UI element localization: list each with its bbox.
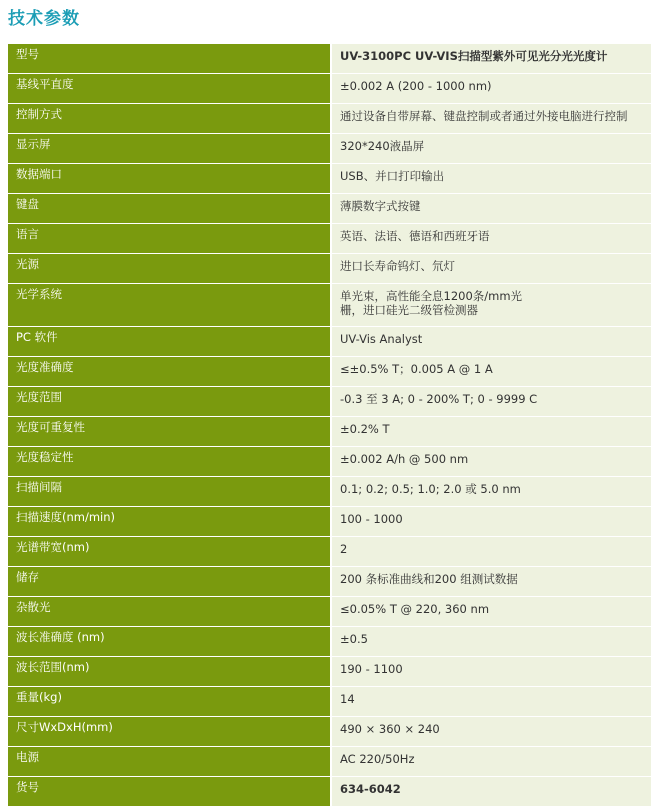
- table-row: [8, 717, 651, 747]
- spec-value: USB、并口打印输出: [331, 164, 651, 194]
- table-row: [8, 537, 651, 567]
- spec-value: AC 220/50Hz: [331, 747, 651, 777]
- table-row: [8, 687, 651, 717]
- spec-value: 190 - 1100: [331, 657, 651, 687]
- spec-value: 200 条标准曲线和200 组测试数据: [331, 567, 651, 597]
- table-row: [8, 44, 651, 74]
- spec-value: 单光束，高性能全息1200条/mm光栅，进口硅光二级管检测器: [331, 284, 651, 327]
- spec-key: 光学系统: [8, 284, 331, 327]
- spec-value: ±0.002 A/h @ 500 nm: [331, 447, 651, 477]
- spec-key: 光度准确度: [8, 357, 331, 387]
- spec-table: [8, 44, 651, 807]
- table-row: [8, 254, 651, 284]
- spec-value: 490 × 360 × 240: [331, 717, 651, 747]
- spec-value: -0.3 至 3 A; 0 - 200% T; 0 - 9999 C: [331, 387, 651, 417]
- spec-value: UV-Vis Analyst: [331, 327, 651, 357]
- spec-table-body: [8, 44, 651, 807]
- spec-key: 基线平直度: [8, 74, 331, 104]
- spec-value: 14: [331, 687, 651, 717]
- table-row: [8, 74, 651, 104]
- table-row: [8, 357, 651, 387]
- spec-key: 光源: [8, 254, 331, 284]
- table-row: [8, 194, 651, 224]
- spec-value: UV-3100PC UV-VIS扫描型紫外可见光分光光度计: [331, 44, 651, 74]
- table-row: [8, 327, 651, 357]
- spec-value: ±0.5: [331, 627, 651, 657]
- spec-value: 100 - 1000: [331, 507, 651, 537]
- spec-key: 光度稳定性: [8, 447, 331, 477]
- spec-key: 尺寸WxDxH(mm): [8, 717, 331, 747]
- spec-value: 320*240液晶屏: [331, 134, 651, 164]
- spec-key: 扫描速度(nm/min): [8, 507, 331, 537]
- spec-value: 英语、法语、德语和西班牙语: [331, 224, 651, 254]
- table-row: [8, 387, 651, 417]
- table-row: [8, 224, 651, 254]
- spec-key: 杂散光: [8, 597, 331, 627]
- table-row: [8, 507, 651, 537]
- table-row: [8, 164, 651, 194]
- spec-value: ≤0.05% T @ 220, 360 nm: [331, 597, 651, 627]
- page-title: 技术参数: [8, 9, 80, 29]
- spec-key: 波长范围(nm): [8, 657, 331, 687]
- table-row: [8, 104, 651, 134]
- spec-value: 通过设备自带屏幕、键盘控制或者通过外接电脑进行控制: [331, 104, 651, 134]
- table-row: [8, 567, 651, 597]
- spec-key: 控制方式: [8, 104, 331, 134]
- spec-key: 扫描间隔: [8, 477, 331, 507]
- spec-key: 数据端口: [8, 164, 331, 194]
- table-row: [8, 447, 651, 477]
- table-row: [8, 627, 651, 657]
- spec-key: 波长准确度 (nm): [8, 627, 331, 657]
- spec-key: 重量(kg): [8, 687, 331, 717]
- spec-key: 显示屏: [8, 134, 331, 164]
- spec-key: 储存: [8, 567, 331, 597]
- spec-key: 光度可重复性: [8, 417, 331, 447]
- spec-value: 0.1; 0.2; 0.5; 1.0; 2.0 或 5.0 nm: [331, 477, 651, 507]
- spec-value: ±0.2% T: [331, 417, 651, 447]
- table-row: [8, 284, 651, 327]
- spec-key: 键盘: [8, 194, 331, 224]
- spec-value: ≤±0.5% T；0.005 A @ 1 A: [331, 357, 651, 387]
- table-row: [8, 747, 651, 777]
- spec-key: 光谱带宽(nm): [8, 537, 331, 567]
- table-row: [8, 477, 651, 507]
- table-row: [8, 657, 651, 687]
- spec-key: 型号: [8, 44, 331, 74]
- table-row: [8, 597, 651, 627]
- spec-value: 2: [331, 537, 651, 567]
- spec-value: 634-6042: [331, 777, 651, 807]
- spec-key: PC 软件: [8, 327, 331, 357]
- spec-key: 货号: [8, 777, 331, 807]
- table-row: [8, 417, 651, 447]
- spec-value: 薄膜数字式按键: [331, 194, 651, 224]
- spec-value: ±0.002 A (200 - 1000 nm): [331, 74, 651, 104]
- spec-key: 电源: [8, 747, 331, 777]
- table-row: [8, 777, 651, 807]
- spec-key: 语言: [8, 224, 331, 254]
- spec-key: 光度范围: [8, 387, 331, 417]
- spec-value: 进口长寿命钨灯、氘灯: [331, 254, 651, 284]
- table-row: [8, 134, 651, 164]
